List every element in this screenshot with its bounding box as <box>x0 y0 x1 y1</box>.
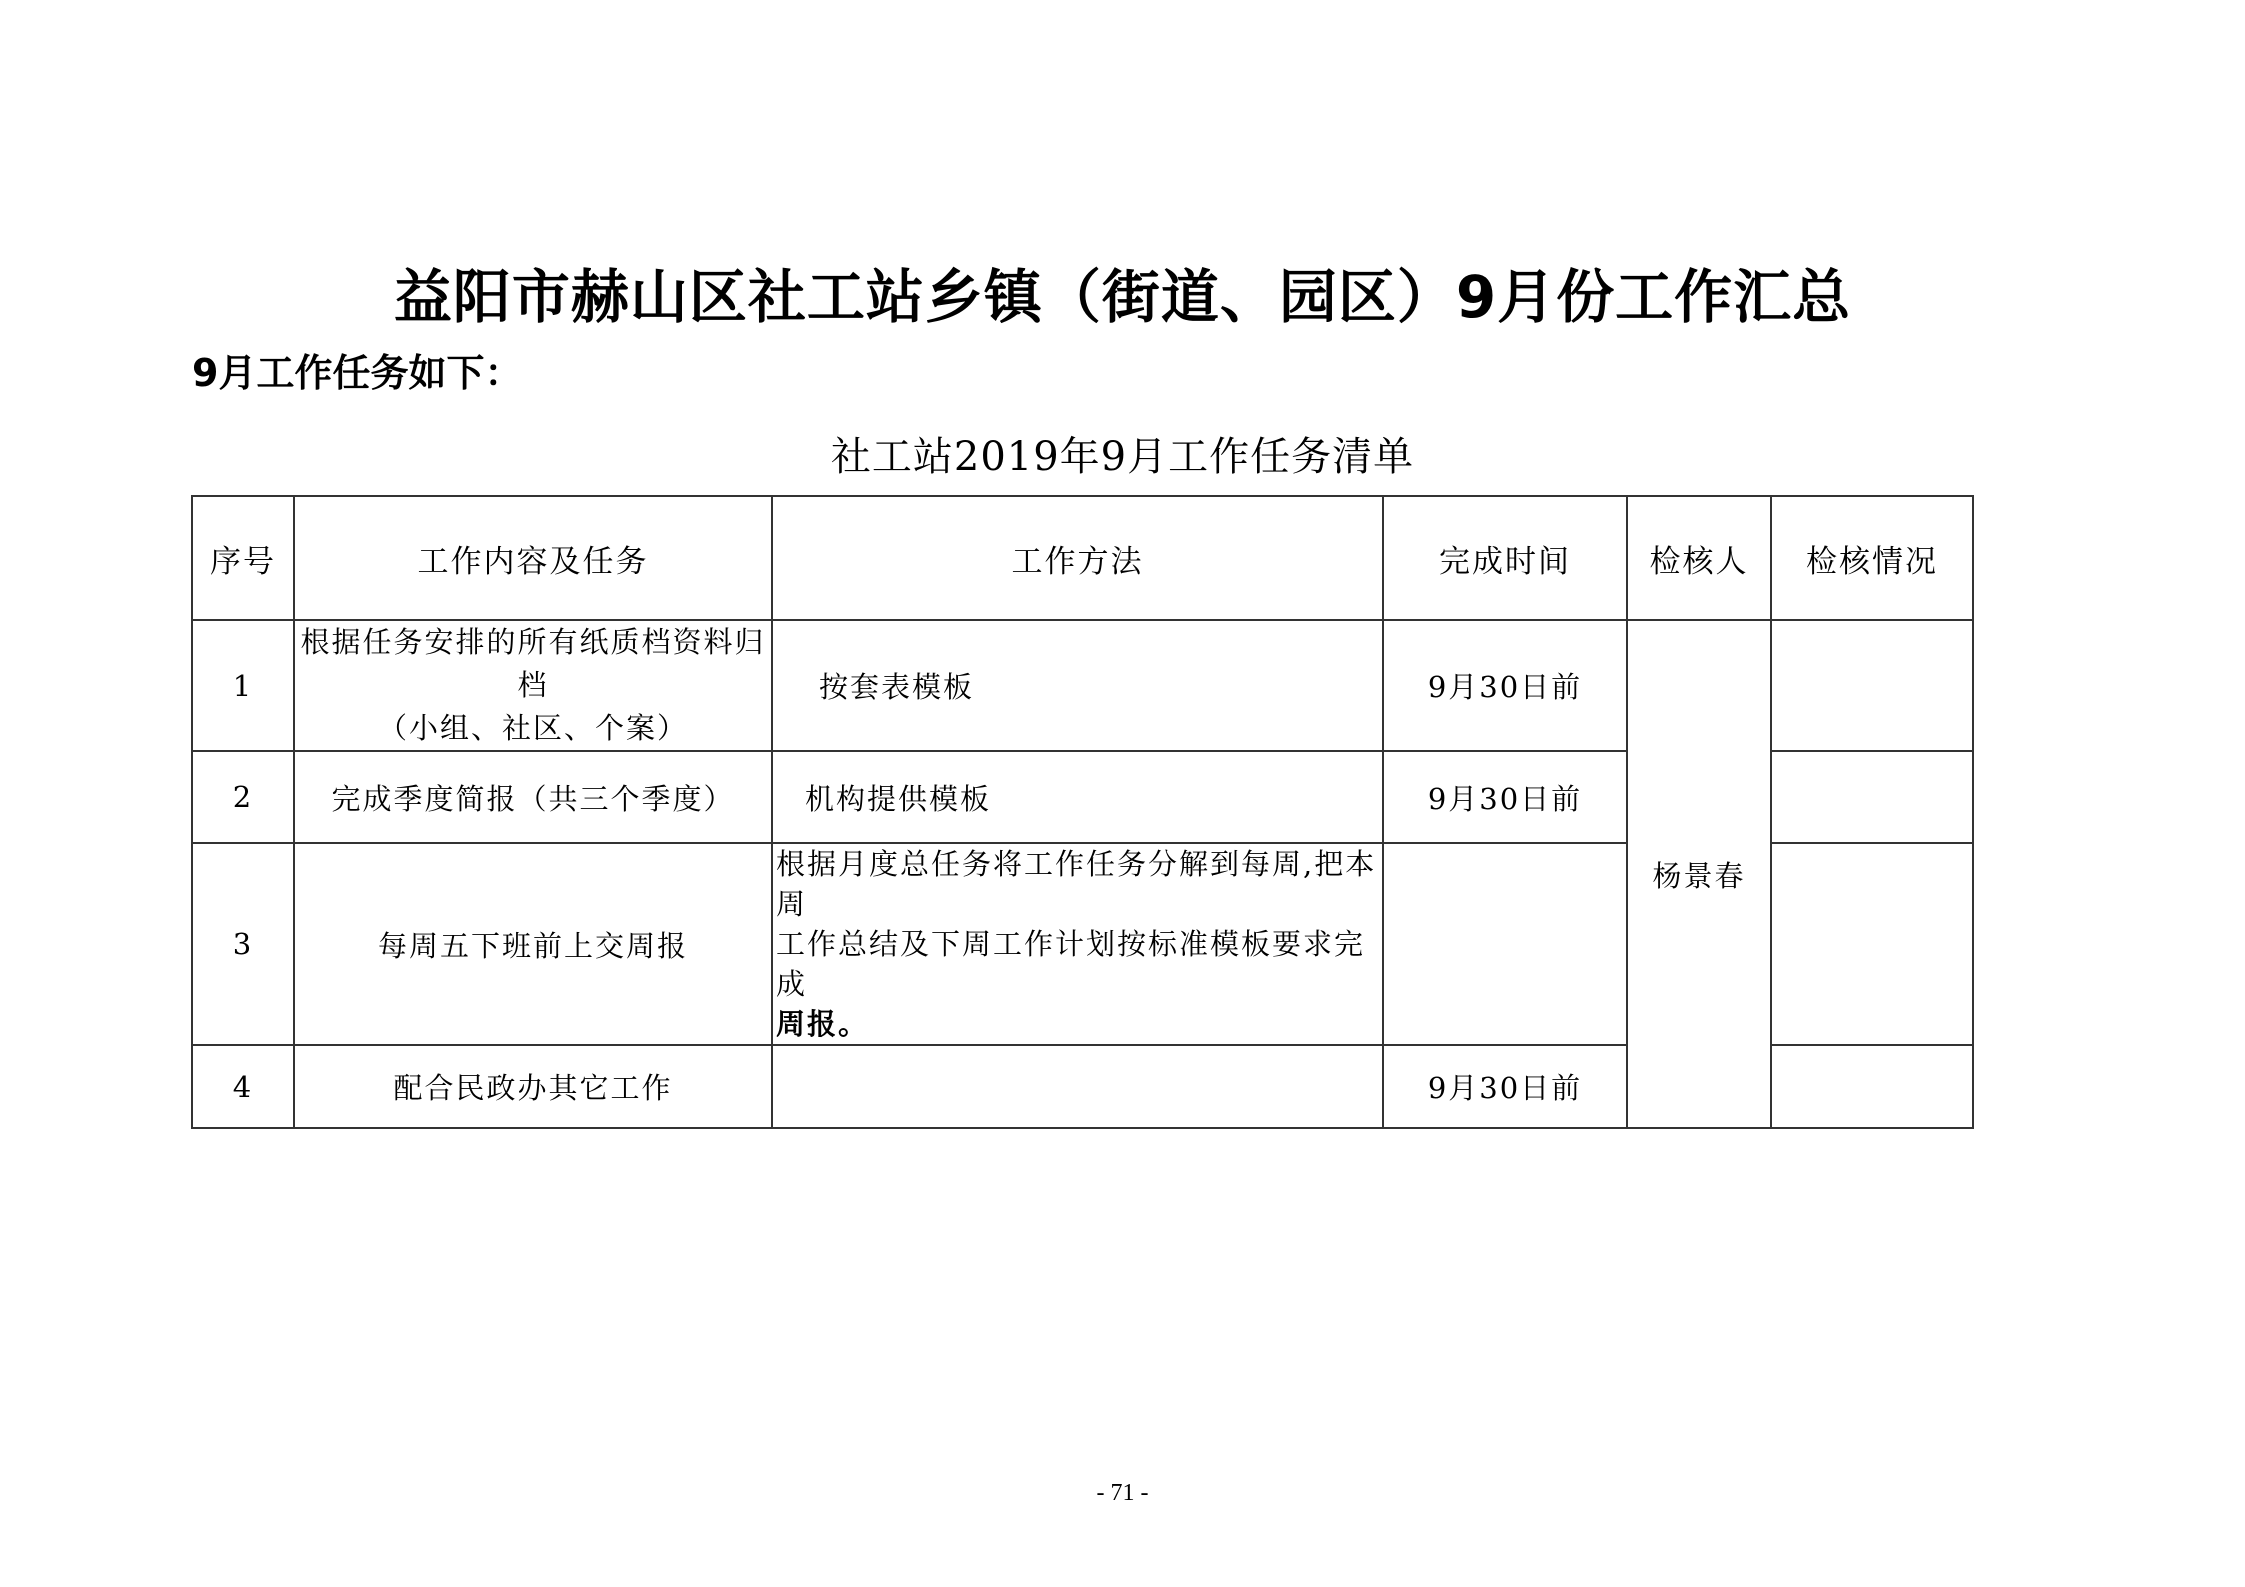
row-time: 9月30日前 <box>1383 751 1627 843</box>
row-number: 3 <box>192 843 294 1045</box>
row-time: 9月30日前 <box>1383 1045 1627 1128</box>
row-status <box>1771 1045 1973 1128</box>
row-method-line: 工作总结及下周工作计划按标准模板要求完成 <box>776 927 1366 1001</box>
row-content <box>294 620 772 751</box>
row-time <box>1383 843 1627 1045</box>
row-method: 按套表模板 <box>772 620 1383 751</box>
row-number: 1 <box>192 620 294 751</box>
row-status <box>1771 843 1973 1045</box>
row-status <box>1771 620 1973 751</box>
row-number: 2 <box>192 751 294 843</box>
row-content: 每周五下班前上交周报 <box>294 843 772 1045</box>
row-content: 配合民政办其它工作 <box>294 1045 772 1128</box>
header-content: 工作内容及任务 <box>294 496 772 620</box>
row-content-line: 根据任务安排的所有纸质档资料归档 <box>300 625 766 702</box>
row-method <box>772 1045 1383 1128</box>
task-table <box>191 495 1974 1129</box>
header-time: 完成时间 <box>1383 496 1627 620</box>
row-method <box>772 843 1383 1045</box>
row-method-line: 根据月度总任务将工作任务分解到每周,把本周 <box>776 847 1377 921</box>
table-header-row <box>192 496 1973 620</box>
page-number: - 71 - <box>1096 1480 1149 1506</box>
section-subtitle: 9月工作任务如下： <box>192 351 523 395</box>
row-number: 4 <box>192 1045 294 1128</box>
row-status <box>1771 751 1973 843</box>
row-time: 9月30日前 <box>1383 620 1627 751</box>
row-content: 完成季度简报（共三个季度） <box>294 751 772 843</box>
row-method-line: 周报。 <box>776 1007 870 1041</box>
header-status: 检核情况 <box>1771 496 1973 620</box>
table-row <box>192 620 1973 751</box>
header-no: 序号 <box>192 496 294 620</box>
reviewer-name: 杨景春 <box>1627 620 1771 1128</box>
row-content-line: （小组、社区、个案） <box>377 711 688 745</box>
row-method: 机构提供模板 <box>772 751 1383 843</box>
header-person: 检核人 <box>1627 496 1771 620</box>
header-method: 工作方法 <box>772 496 1383 620</box>
document-title: 益阳市赫山区社工站乡镇（街道、园区）9月份工作汇总 <box>393 263 1852 331</box>
table-caption: 社工站2019年9月工作任务清单 <box>830 434 1415 480</box>
